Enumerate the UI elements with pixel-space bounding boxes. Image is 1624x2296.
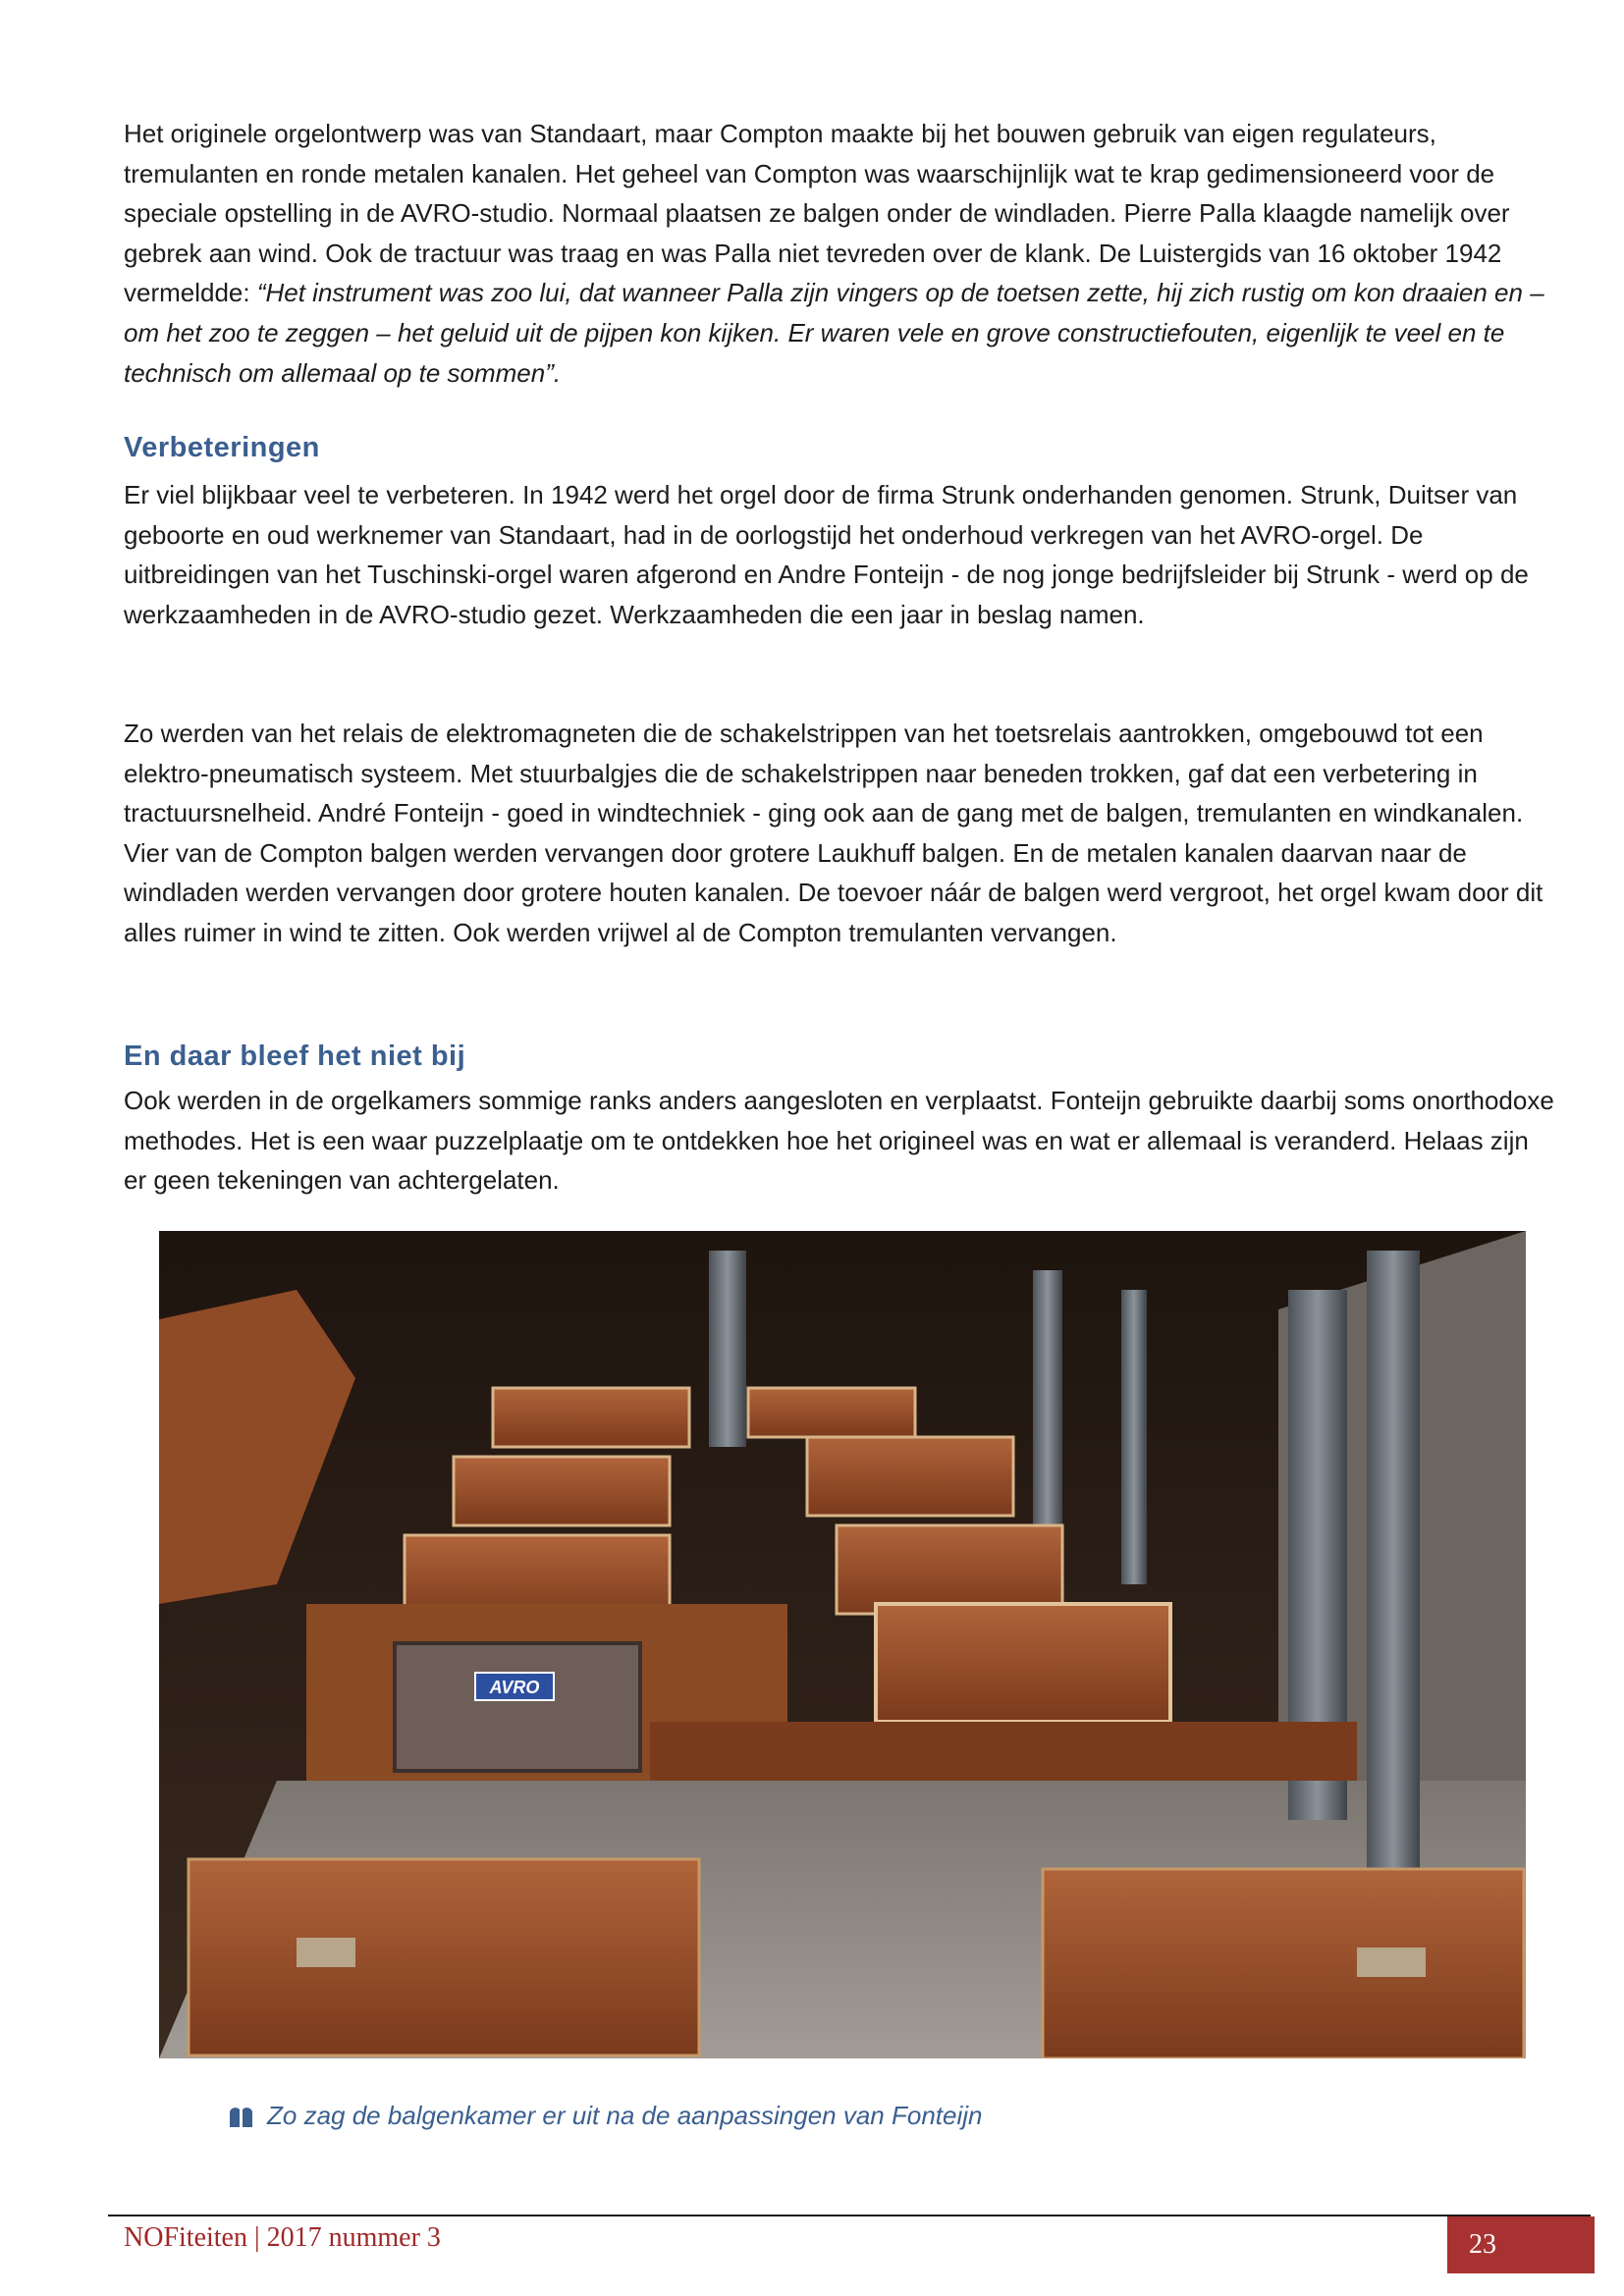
section2-paragraph-1 xyxy=(124,1081,1557,1201)
vertical-pipe-3 xyxy=(709,1251,746,1447)
leather-strap-right xyxy=(1357,1948,1426,1977)
bellows-mid-2 xyxy=(807,1437,1013,1516)
section1-p1-text: Er viel blijkbaar veel te verbeteren. In 1942 werd het orgel door de firma Strunk onderhanden genomen. Strunk, Duitser van geboorte en oud werknemer van Standaart, had in de oorlogstijd het onderhoud verkregen van het AVRO-orgel. De uitbreidingen van het Tuschinski-orgel waren afgerond en Andre Fonteijn - de nog jonge bedrijfsleider bij Strunk - werd op de werkzaamheden in de AVRO-studio gezet. Werkzaamheden die een jaar in beslag namen. xyxy=(124,480,1529,629)
avro-logo-text: AVRO xyxy=(489,1678,540,1697)
section-heading-en-daar-bleef: En daar bleef het niet bij xyxy=(124,1041,466,1072)
photo-caption xyxy=(226,2101,982,2131)
vertical-pipe-5 xyxy=(1121,1290,1147,1584)
footer-divider xyxy=(108,2215,1591,2216)
bellows-back-2 xyxy=(748,1388,915,1437)
bellows-back-1 xyxy=(493,1388,689,1447)
intro-quote: “Het instrument was zoo lui, dat wanneer Palla zijn vingers op de toetsen zette, hij zich rustig om kon draaien en – om het zoo te zeggen – het geluid uit de pijpen kon kijken. Er waren vele en grove constructiefouten, eigenlijk te veel en te technisch om allemaal op te sommen”. xyxy=(124,278,1544,388)
leather-strap-left xyxy=(297,1938,355,1967)
footer-publication: NOFiteiten | 2017 nummer 3 xyxy=(124,2222,441,2253)
bellows-room-illustration xyxy=(159,1231,1526,2058)
caption-text: Zo zag de balgenkamer er uit na de aanpassingen van Fonteijn xyxy=(267,2101,983,2130)
bellows-mid-1 xyxy=(454,1457,670,1525)
bellows-mid-4 xyxy=(837,1525,1062,1614)
intro-paragraph xyxy=(124,114,1557,393)
section1-paragraph-2 xyxy=(124,714,1557,953)
section1-paragraph-1 xyxy=(124,475,1557,634)
bellows-room-photo xyxy=(159,1231,1526,2058)
section-heading-verbeteringen: Verbeteringen xyxy=(124,432,320,463)
page-number-badge: 23 xyxy=(1447,2216,1595,2273)
reservoir-bottom-right xyxy=(1043,1869,1524,2058)
avro-metal-box xyxy=(395,1643,640,1771)
vertical-pipe-4 xyxy=(1033,1270,1062,1545)
bellows-front-right xyxy=(876,1604,1170,1722)
reservoir-bottom-left xyxy=(189,1859,699,2056)
camera-caption-icon xyxy=(226,2102,255,2131)
section2-p1-text: Ook werden in de orgelkamers sommige ranks anders aangesloten en verplaatst. Fonteijn gebruikte daarbij soms onorthodoxe methodes. Het is een waar puzzelplaatje om te ontdekken hoe het origineel was en wat er allemaal is veranderd. Helaas zijn er geen tekeningen van achtergelaten. xyxy=(124,1086,1554,1196)
intro-plain-text: Het originele orgelontwerp was van Standaart, maar Compton maakte bij het bouwen gebruik van eigen regulateurs, tremulanten en ronde metalen kanalen. Het geheel van Compton was waarschijnlijk wat te krap gedimensioneerd voor de speciale opstelling in de AVRO-studio. Normaal plaatsen ze balgen onder de windladen. Pierre Palla klaagde namelijk over gebrek aan wind. Ook de tractuur was traag en was Palla niet tevreden over de klank. De Luistergids van 16 oktober 1942 vermeldde: xyxy=(124,119,1510,308)
bellows-platform-right xyxy=(650,1722,1357,1781)
section1-p2-text: Zo werden van het relais de elektromagneten die de schakelstrippen van het toetsrelais aantrokken, omgebouwd tot een elektro-pneumatisch systeem. Met stuurbalgjes die de schakelstrippen naar beneden trokken, gaf dat een verbetering in tractuursnelheid. André Fonteijn - goed in windtechniek - ging ook aan de gang met de balgen, tremulanten en windkanalen. Vier van de Compton balgen werden vervangen door grotere Laukhuff balgen. En de metalen kanalen daarvan naar de windladen werden vervangen door grotere houten kanalen. De toevoer náár de balgen werd vergroot, het orgel kwam door dit alles ruimer in wind te zitten. Ook werden vrijwel al de Compton tremulanten vervangen. xyxy=(124,719,1543,947)
vertical-pipe-2 xyxy=(1367,1251,1420,1879)
